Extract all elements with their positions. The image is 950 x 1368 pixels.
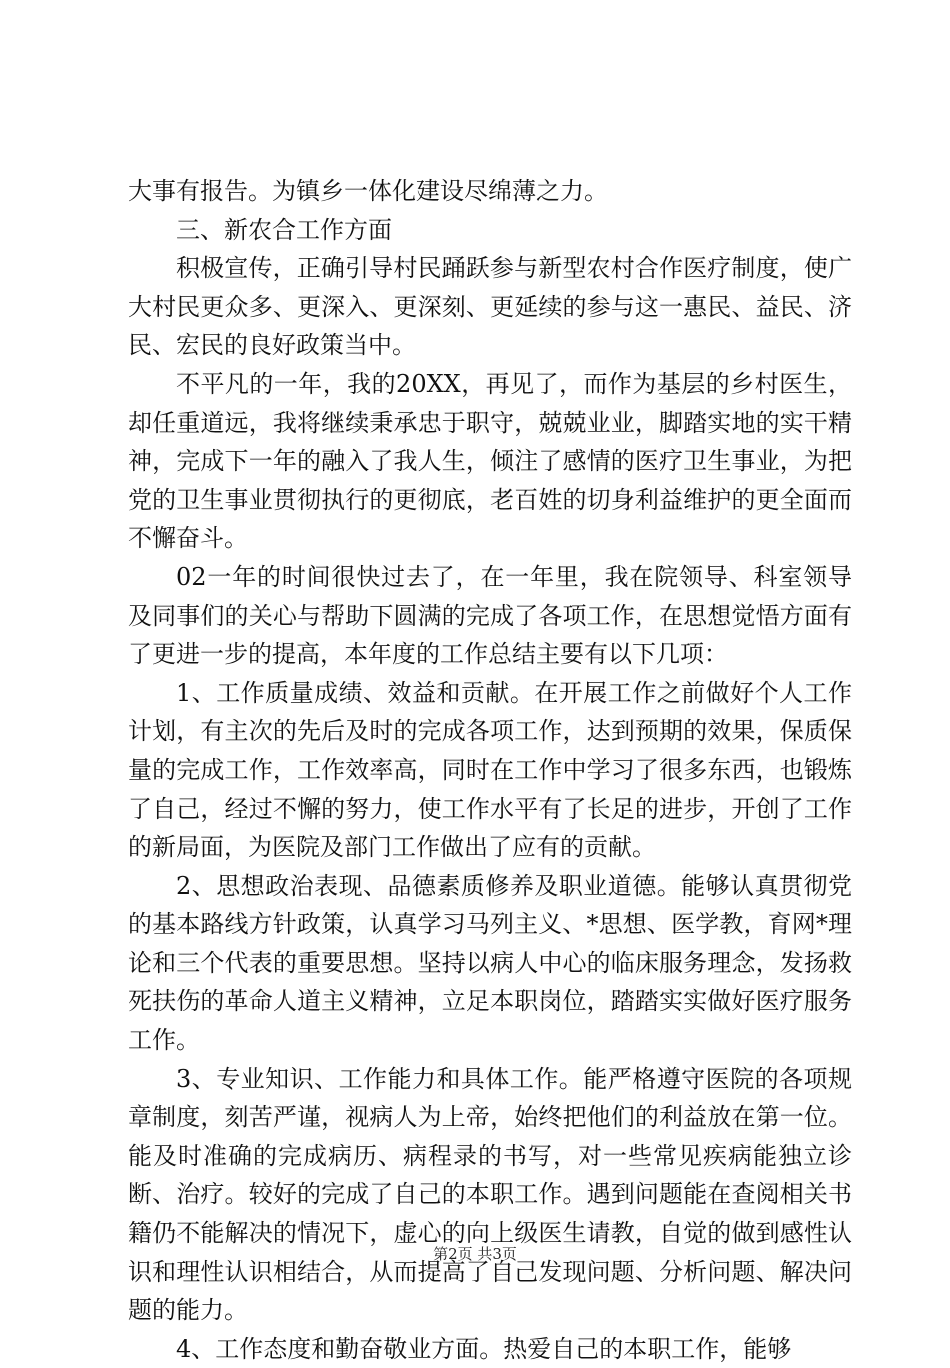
paragraph-1: 大事有报告。为镇乡一体化建设尽绵薄之力。 — [128, 177, 608, 205]
list-item-2: 2、思想政治表现、品德素质修养及职业道德。能够认真贯彻党的基本路线方针政策，认真学习马列主义、*思想、医学教，育网*理论和三个代表的重要思想。坚持以病人中心的临床服务理念，发扬救死扶伤的革命人道主义精神，立足本职岗位，踏踏实实做好医疗服务工作。 — [128, 871, 852, 1055]
paragraph-4: 不平凡的一年，我的20XX，再见了，而作为基层的乡村医生，却任重道远，我将继续秉承忠于职守，兢兢业业，脚踏实地的实干精神，完成下一年的融入了我人生，倾注了感情的医疗卫生事业，为把党的卫生事业贯彻执行的更彻底，老百姓的切身利益维护的更全面而不懈奋斗。 — [128, 369, 852, 553]
page-footer — [0, 1243, 950, 1264]
list-item-3: 3、专业知识、工作能力和具体工作。能严格遵守医院的各项规章制度，刻苦严谨，视病人为上帝，始终把他们的利益放在第一位。能及时准确的完成病历、病程录的书写，对一些常见疾病能独立诊断、治疗。较好的完成了自己的本职工作。遇到问题能在查阅相关书籍仍不能解决的情况下，虚心的向上级医生请教，自觉的做到感性认识和理性认识相结合，从而提高了自己发现问题、分析问题、解决问题的能力。 — [128, 1064, 852, 1325]
section-heading: 三、新农合工作方面 — [176, 215, 392, 244]
list-item-1: 1、工作质量成绩、效益和贡献。在开展工作之前做好个人工作计划，有主次的先后及时的完成各项工作，达到预期的效果，保质保量的完成工作，工作效率高，同时在工作中学习了很多东西，也锻炼了自己，经过不懈的努力，使工作水平有了长足的进步，开创了工作的新局面，为医院及部门工作做出了应有的贡献。 — [128, 678, 852, 862]
paragraph-3: 积极宣传，正确引导村民踊跃参与新型农村合作医疗制度，使广大村民更众多、更深入、更深刻、更延续的参与这一惠民、益民、济民、宏民的良好政策当中。 — [128, 254, 852, 360]
list-item-4: 4、工作态度和勤奋敬业方面。热爱自己的本职工作，能够 — [176, 1334, 792, 1363]
paragraph-5: 02一年的时间很快过去了，在一年里，我在院领导、科室领导及同事们的关心与帮助下圆满的完成了各项工作，在思想觉悟方面有了更进一步的提高，本年度的工作总结主要有以下几项： — [128, 562, 852, 669]
page-number-label: 第2页 共3页 — [433, 1245, 517, 1263]
document-body — [128, 172, 852, 1368]
